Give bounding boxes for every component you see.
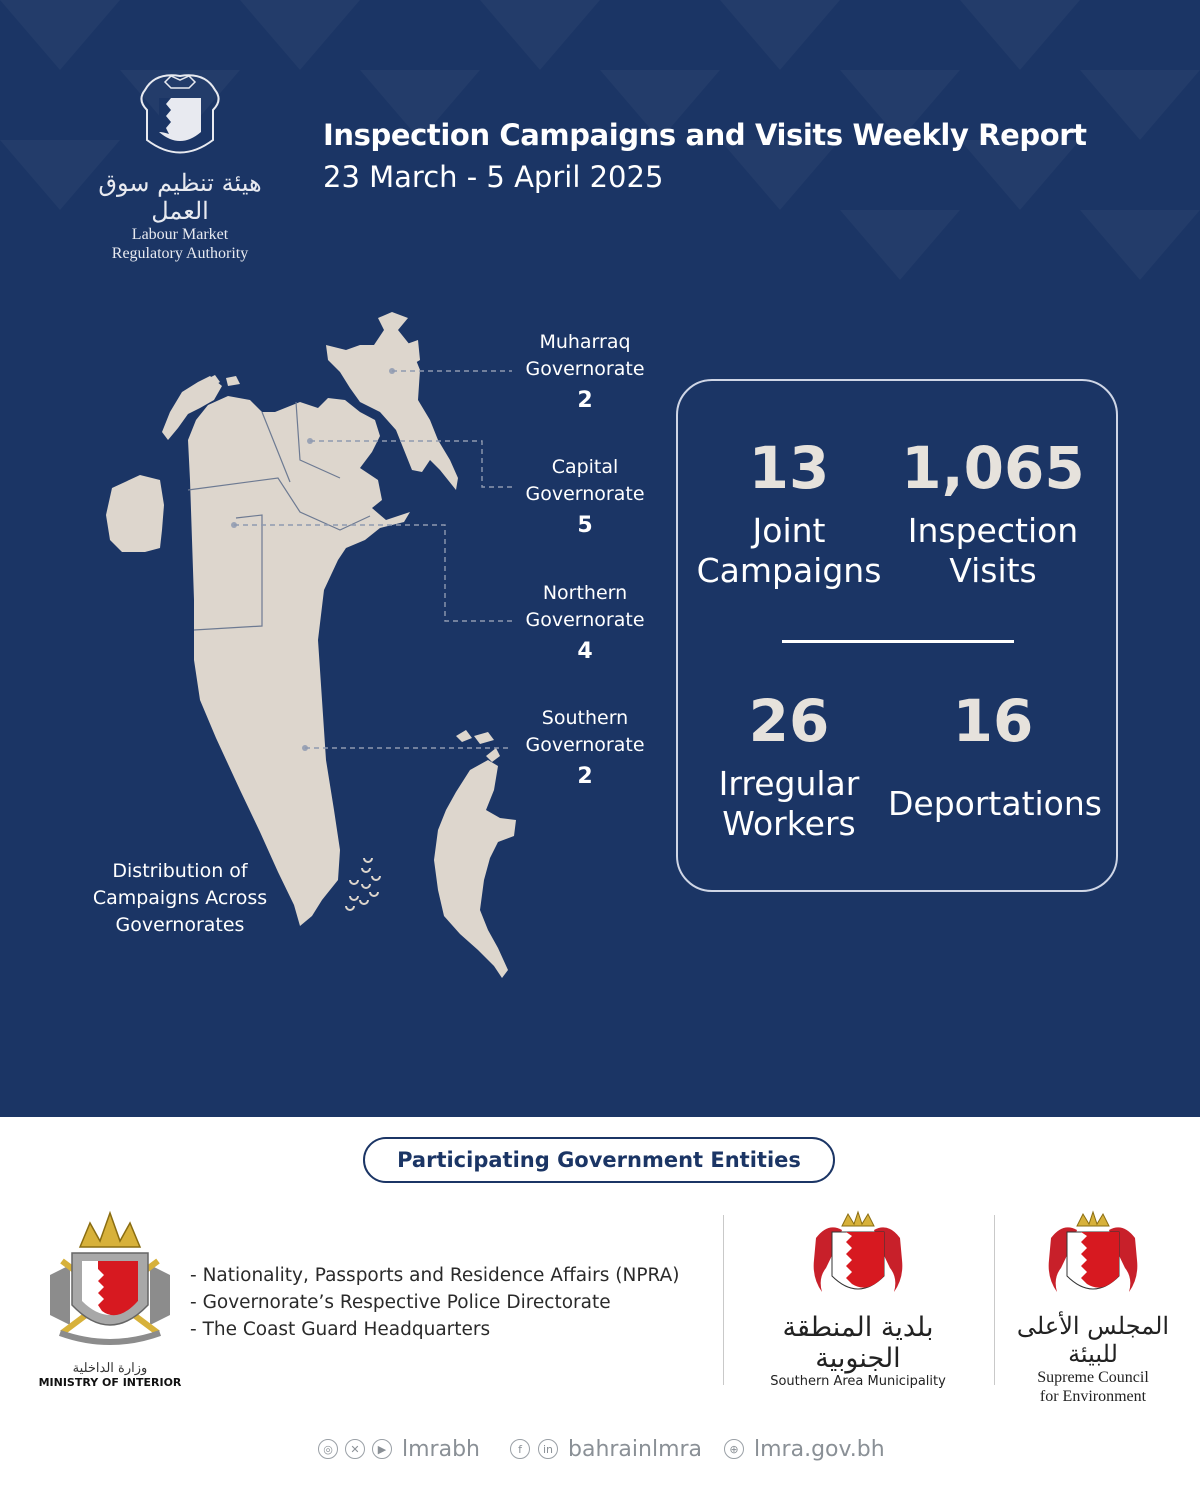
governorate-count: 2 <box>577 388 593 413</box>
lmra-name-line1: Labour Market <box>131 226 229 243</box>
stat-label-line1: Irregular <box>718 764 860 803</box>
governorate-northern <box>495 580 675 665</box>
southern-municipality-logo <box>738 1208 978 1389</box>
hawar-islands <box>434 760 516 978</box>
lmra-name-line2: Regulatory Authority <box>111 245 249 262</box>
janan-islet <box>456 730 472 742</box>
stat-label-line2: Visits <box>949 551 1037 590</box>
moi-emblem-icon <box>40 1205 180 1355</box>
stat-label-line1: Inspection <box>907 511 1079 550</box>
stat-value: 13 <box>748 434 830 502</box>
bahrain-crest-icon <box>808 1208 908 1308</box>
facebook-icon[interactable]: f <box>510 1439 530 1459</box>
stat-inspection-visits <box>888 435 1098 591</box>
southern-municipality-arabic: بلدية المنطقة الجنوبية <box>782 1312 934 1374</box>
stat-label-line1: Joint <box>752 511 826 550</box>
stat-label-line2: Campaigns <box>696 551 882 590</box>
moi-name: MINISTRY OF INTERIOR <box>38 1376 182 1389</box>
report-date-range: 23 March - 5 April 2025 <box>323 160 664 194</box>
main-island <box>188 396 410 926</box>
map-caption-line3: Governorates <box>115 914 245 936</box>
governorate-count: 2 <box>577 764 593 789</box>
stat-value: 26 <box>748 687 830 755</box>
governorate-suffix: Governorate <box>525 483 645 505</box>
stat-irregular-workers <box>684 688 894 844</box>
youtube-icon[interactable]: ▶ <box>372 1439 392 1459</box>
stat-label-line1: Deportations <box>888 784 1102 823</box>
stat-label-line2: Workers <box>722 804 856 843</box>
map-caption-line1: Distribution of <box>112 860 248 882</box>
stat-deportations <box>888 687 1102 824</box>
instagram-icon[interactable]: ◎ <box>318 1439 338 1459</box>
entity-divider <box>994 1215 995 1385</box>
entity-divider <box>723 1215 724 1385</box>
stat-label <box>684 764 894 844</box>
stat-label <box>888 511 1098 591</box>
stat-label <box>888 784 1102 824</box>
umm-nasan-island <box>106 475 164 552</box>
sce-name-line2: for Environment <box>1039 1388 1147 1405</box>
list-item: - Nationality, Passports and Residence Affairs (NPRA) <box>190 1262 679 1289</box>
stats-divider <box>782 640 1014 643</box>
linkedin-icon[interactable]: in <box>538 1439 558 1459</box>
stat-joint-campaigns <box>684 435 894 591</box>
stat-value: 16 <box>952 687 1034 755</box>
small-islet-2 <box>226 376 240 386</box>
social-footer <box>0 1430 1200 1470</box>
governorate-name: Capital <box>551 456 619 478</box>
governorate-southern <box>495 705 675 790</box>
map-caption-line2: Campaigns Across <box>92 887 268 909</box>
sce-arabic: المجلس الأعلى للبيئة <box>1016 1312 1170 1368</box>
report-title: Inspection Campaigns and Visits Weekly Report <box>323 118 1087 152</box>
governorate-count: 4 <box>577 639 593 664</box>
website-link[interactable]: lmra.gov.bh <box>754 1437 885 1462</box>
list-item: - The Coast Guard Headquarters <box>190 1316 679 1343</box>
stat-value: 1,065 <box>901 434 1085 502</box>
bahrain-crest-icon <box>1043 1208 1143 1308</box>
governorate-name: Muharraq <box>539 331 631 353</box>
governorate-suffix: Governorate <box>525 358 645 380</box>
moi-logo <box>35 1205 185 1389</box>
governorate-muharraq <box>495 329 675 414</box>
moi-entity-list <box>190 1262 679 1343</box>
social-handle[interactable]: lmrabh <box>402 1437 480 1462</box>
stat-label <box>684 511 894 591</box>
governorate-name: Northern <box>542 582 628 604</box>
sce-name-line1: Supreme Council <box>1037 1369 1149 1386</box>
globe-icon[interactable]: ⊕ <box>724 1439 744 1459</box>
list-item: - Governorate’s Respective Police Directorate <box>190 1289 679 1316</box>
lmra-arabic-name: هيئة تنظيم سوق العمل <box>98 169 262 225</box>
map-caption <box>70 858 290 939</box>
social-handle-2[interactable]: bahrainlmra <box>568 1437 703 1462</box>
governorate-suffix: Governorate <box>525 609 645 631</box>
entities-heading: Participating Government Entities <box>363 1137 835 1183</box>
islet-east <box>474 732 494 744</box>
x-icon[interactable]: ✕ <box>345 1439 365 1459</box>
moi-arabic-name: وزارة الداخلية <box>72 1361 148 1376</box>
southern-municipality-name: Southern Area Municipality <box>770 1374 946 1389</box>
governorate-capital <box>495 454 675 539</box>
governorate-name: Southern <box>541 707 629 729</box>
governorate-suffix: Governorate <box>525 734 645 756</box>
sce-logo <box>1008 1208 1178 1406</box>
governorate-count: 5 <box>577 513 593 538</box>
